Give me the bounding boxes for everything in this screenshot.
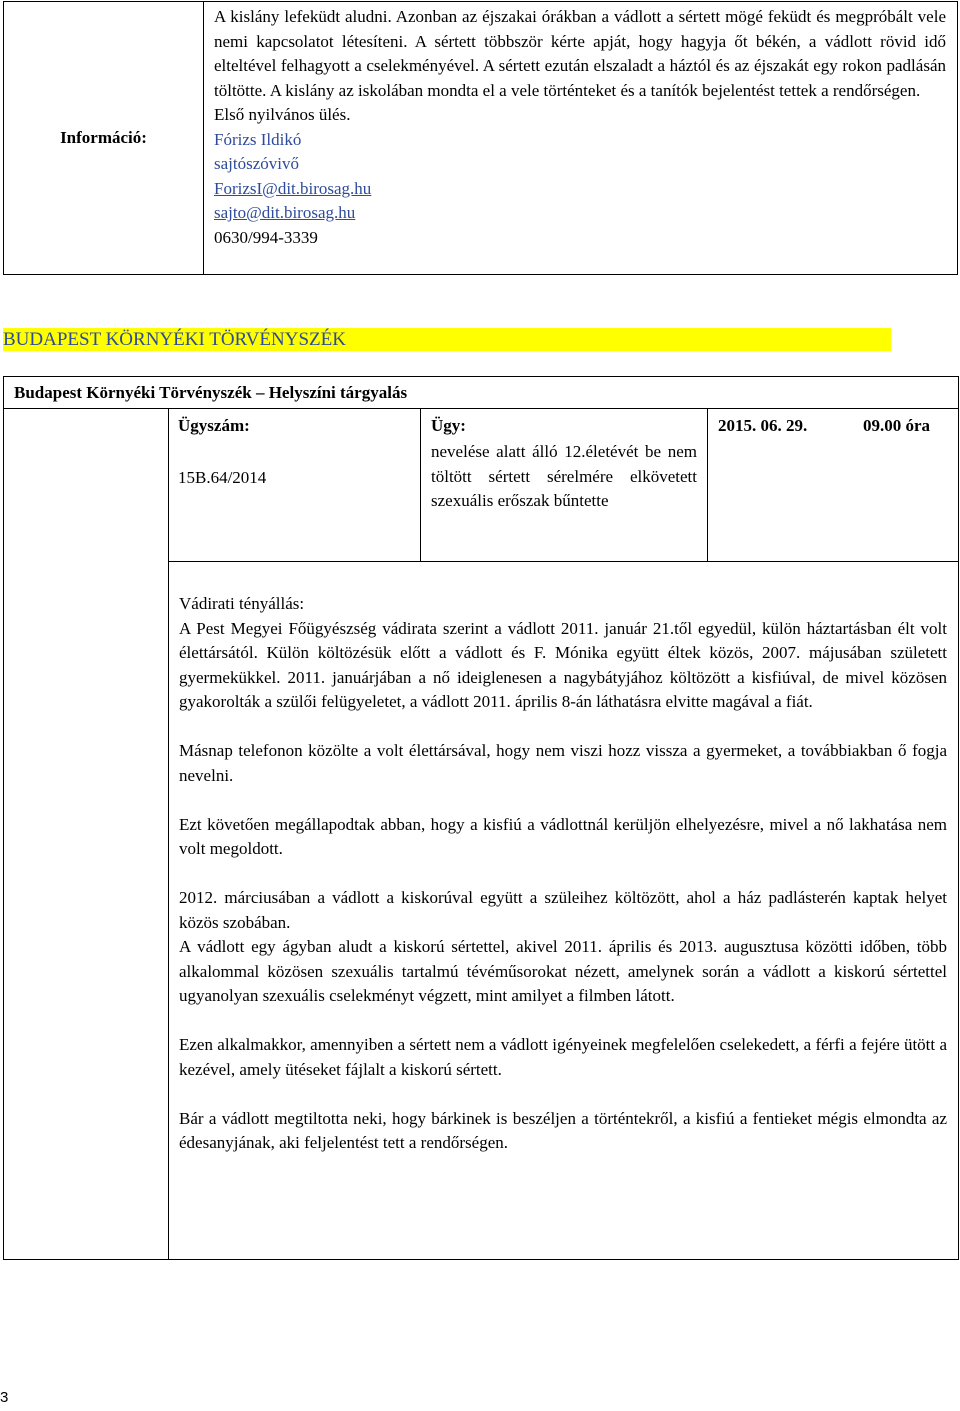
facts-paragraph: Ezt követően megállapodtak abban, hogy a kisfiú a vádlottnál kerüljön elhelyezésre, mivel a nő lakhatása nem volt megoldott. <box>179 814 947 858</box>
matter-label: Ügy: <box>431 416 466 435</box>
table-border <box>168 561 959 562</box>
indictment-facts <box>179 592 947 1156</box>
facts-paragraph: 2012. márciusában a vádlott a kiskorúval együtt a szüleihez költözött, ahol a ház padlásterén kaptak helyet közös szobában. <box>179 888 947 932</box>
info-table <box>3 1 958 275</box>
facts-paragraph: Ezen alkalmakkor, amennyiben a sértett nem a vádlott igényeinek megfelelően cselekedett, a férfi a fejére ütött a kezével, amely ütéseket fájlalt a kiskorú sértett. <box>179 1035 947 1079</box>
case-number-label: Ügyszám: <box>178 416 250 435</box>
contact-phone: 0630/994-3339 <box>214 227 318 247</box>
hearing-date: 2015. 06. 29. <box>718 416 808 435</box>
court-heading: BUDAPEST KÖRNYÉKI TÖRVÉNYSZÉK <box>3 328 891 351</box>
hearing-time: 09.00 óra <box>863 416 931 435</box>
facts-title: Vádirati tényállás: <box>179 594 305 613</box>
hearing-table <box>3 376 959 1260</box>
table-border <box>3 408 4 1260</box>
facts-paragraph: A vádlott egy ágyban aludt a kiskorú sértettel, akivel 2011. április és 2013. augusztusa közötti időben, több alkalommal közösen szexuális tartalmú tévéműsorokat nézett, amelynek során a vádlott a kiskorú sértettel ugyanolyan szexuális cselekményt végzett, mint amilyet a filmben látott. <box>179 937 947 1005</box>
table-border <box>958 408 959 1260</box>
email-link-1[interactable]: ForizsI@dit.birosag.hu <box>214 178 372 198</box>
facts-paragraph: Másnap telefonon közölte a volt élettársával, hogy nem viszi hozz vissza a gyermeket, a továbbiakban ő fogja nevelni. <box>179 741 947 785</box>
info-content <box>214 5 946 250</box>
email-link-2[interactable]: sajto@dit.birosag.hu <box>214 203 356 222</box>
hearing-title: Budapest Környéki Törvényszék – Helyszíni tárgyalás <box>3 376 959 409</box>
contact-role: sajtószóvivő <box>214 154 299 173</box>
table-border <box>168 408 169 1260</box>
table-border <box>420 408 421 562</box>
contact-name: Fórizs Ildikó <box>214 129 302 149</box>
facts-paragraph: A Pest Megyei Főügyészség vádirata szerint a vádlott 2011. január 21.től egyedül, külön háztartásban élt volt élettársától. Külön költözésük előtt a vádlott és F. Mónika együtt éltek közös, 2007. májusában született gyermekükkel. 2011. januárjában a nő ideiglenesen a nagybátyjához költözött a kisfiúval, de mivel közösen gyakorolták a szülői felügyeletet, a vádlott 2011. április 8-án láthatásra elvitte magával a fiát. <box>179 618 947 711</box>
table-border <box>707 408 708 562</box>
info-paragraph: A kislány lefeküdt aludni. Azonban az éjszakai órákban a vádlott a sértett mögé feküdt és megpróbált vele nemi kapcsolatot létesíteni. A sértett többször kérte apját, hogy hagyja őt békén, a vádlott rövid idő elteltével felhagyott a cselekményével. A sértett ezután elszaladt a háztól és az éjszakát egy rokon padlásán töltötte. A kislány az iskolában mondta el a vele történteket és a tanítók bejelentést tettek a rendőrségen. <box>214 7 946 100</box>
info-label: Információ: <box>4 2 204 274</box>
facts-paragraph: Bár a vádlott megtiltotta neki, hogy bárkinek is beszéljen a történtekről, a kisfiú a fentieket mégis elmondta az édesanyjának, aki feljelentést tett a rendőrségen. <box>179 1108 947 1152</box>
page-number: 3 <box>0 1389 9 1406</box>
table-border <box>3 1259 959 1260</box>
matter-text: nevelése alatt álló 12.életévét be nem töltött sértett sérelmére elkövetett szexuális erőszak bűntette <box>431 442 697 510</box>
info-session: Első nyilvános ülés. <box>214 105 351 124</box>
case-number: 15B.64/2014 <box>178 468 267 487</box>
